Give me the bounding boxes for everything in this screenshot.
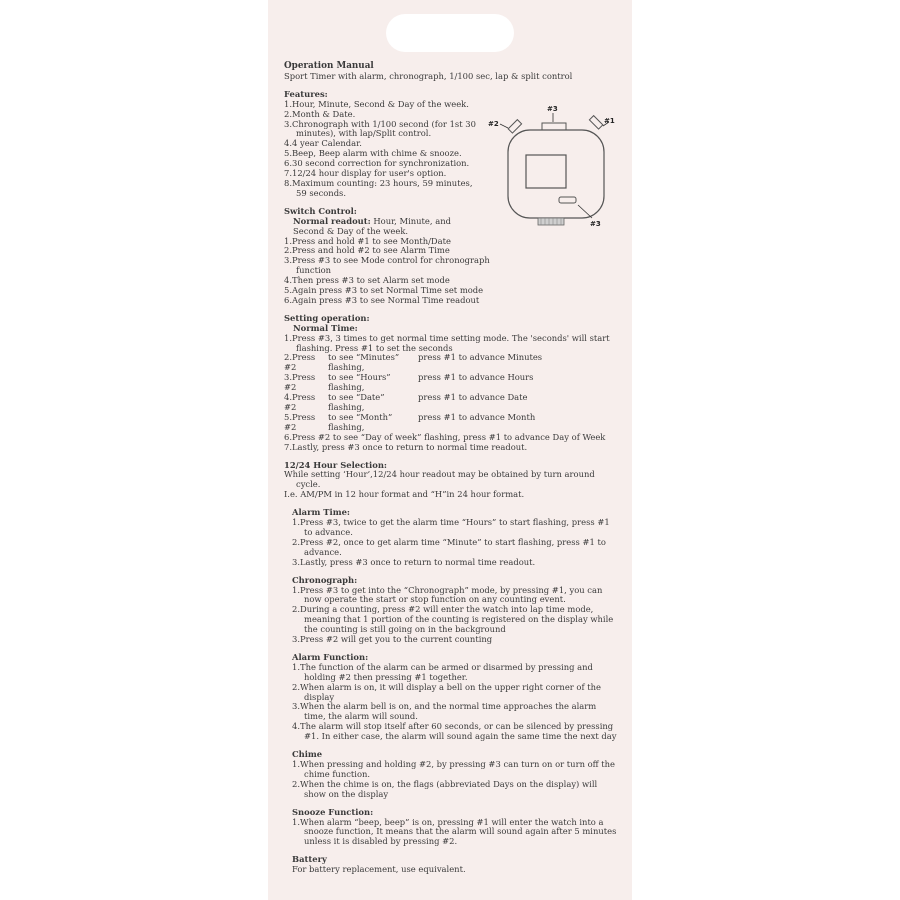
setting-step: 2.Press #2 <box>284 352 316 373</box>
snooze-item: 1.When alarm “beep, beep” is on, pressing #1 will enter the watch into a snooze function, It means that the alarm will sound again after 5 minutes unless it is disabled by pressing #2. <box>292 816 617 847</box>
normal-readout-text: Hour, Minute, and Second & Day of the week. <box>293 215 451 236</box>
chime-section <box>284 750 618 800</box>
alarm-function-item: 3.When the alarm bell is on, and the normal time approaches the alarm time, the alarm will sound. <box>292 701 597 722</box>
setting-row <box>284 393 618 413</box>
label-button-3-top: #3 <box>547 105 558 113</box>
chronograph-section <box>284 576 618 645</box>
battery-heading: Battery <box>292 854 327 865</box>
normal-readout <box>284 217 463 237</box>
hang-hole <box>386 14 514 52</box>
setting-item: 1.Press #3, 3 times to get normal time setting mode. The 'seconds' will start flashing. Press #1 to set the seconds <box>284 332 610 353</box>
chronograph-heading: Chronograph: <box>292 574 358 585</box>
alarm-function-item: 1.The function of the alarm can be armed or disarmed by pressing and holding #2 then pressing #1 together. <box>292 661 593 682</box>
normal-readout-label: Normal readout: <box>293 215 371 226</box>
switch-item: 5.Again press #3 to set Normal Time set mode <box>284 285 484 296</box>
switch-item: 1.Press and hold #1 to see Month/Date <box>284 235 451 246</box>
snooze-section <box>284 808 618 848</box>
setting-flash: to see “Date” flashing, <box>328 392 385 412</box>
alarm-time-item: 3.Lastly, press #3 once to return to normal time readout. <box>292 556 536 567</box>
alarm-function-heading: Alarm Function: <box>292 651 369 662</box>
setting-row <box>284 413 618 433</box>
feature-item: 2.Month & Date. <box>284 108 356 119</box>
manual-subtitle: Sport Timer with alarm, chronograph, 1/100 sec, lap & split control <box>284 70 573 81</box>
chime-heading: Chime <box>292 749 323 760</box>
manual-text <box>284 62 618 883</box>
hour-selection-text: While setting ‘Hour’,12/24 hour readout may be obtained by turn around cycle. <box>284 469 595 490</box>
snooze-heading: Snooze Function: <box>292 806 374 817</box>
chime-item: 1.When pressing and holding #2, by pressing #3 can turn on or turn off the chime function. <box>292 759 615 779</box>
hour-selection-note: I.e. AM/PM in 12 hour format and “H”in 24 hour format. <box>284 489 525 500</box>
setting-step: 4.Press #2 <box>284 392 316 412</box>
feature-item: 6.30 second correction for synchronization. <box>284 158 470 169</box>
setting-item: 7.Lastly, press #3 once to return to normal time readout. <box>284 441 528 452</box>
setting-flash: to see “Hours” flashing, <box>328 372 391 393</box>
label-button-2: #2 <box>488 120 499 128</box>
chronograph-item: 3.Press #2 will get you to the current counting <box>292 634 493 645</box>
setting-item: 6.Press #2 to see “Day of week” flashing, press #1 to advance Day of Week <box>284 431 606 442</box>
feature-item: 8.Maximum counting: 23 hours, 59 minutes, 59 seconds. <box>284 177 473 198</box>
alarm-time-heading: Alarm Time: <box>292 507 350 518</box>
alarm-time-section <box>284 508 618 567</box>
hour-selection-section <box>284 461 618 501</box>
setting-operation-heading: Setting operation: <box>284 312 370 323</box>
features-section <box>284 90 618 199</box>
instruction-card <box>268 0 632 900</box>
label-button-3-bottom: #3 <box>590 220 601 228</box>
label-button-1: #1 <box>604 117 615 125</box>
switch-item: 3.Press #3 to see Mode control for chronograph function <box>284 255 490 276</box>
setting-flash: to see “Minutes” flashing, <box>328 352 400 373</box>
alarm-function-item: 4.The alarm will stop itself after 60 seconds, or can be silenced by pressing #1. In either case, the alarm will sound again the same time the next day <box>292 721 617 742</box>
setting-advance: press #1 to advance Hours <box>418 372 534 383</box>
alarm-time-item: 2.Press #2, once to get alarm time “Minute” to start flashing, press #1 to advance. <box>292 536 606 557</box>
alarm-function-section <box>284 653 618 742</box>
setting-operation-section <box>284 314 618 453</box>
feature-item: 4.4 year Calendar. <box>284 138 362 149</box>
feature-item: 5.Beep, Beep alarm with chime & snooze. <box>284 148 462 159</box>
alarm-function-item: 2.When alarm is on, it will display a bell on the upper right corner of the display <box>292 681 601 702</box>
setting-step: 3.Press #2 <box>284 372 316 393</box>
switch-control-section <box>284 207 618 306</box>
normal-time-heading: Normal Time: <box>293 322 358 333</box>
alarm-time-item: 1.Press #3, twice to get the alarm time “Hours” to start flashing, press #1 to advance. <box>292 517 610 537</box>
setting-flash: to see “Month” flashing, <box>328 411 393 432</box>
setting-advance: press #1 to advance Date <box>418 392 528 403</box>
feature-item: 1.Hour, Minute, Second & Day of the week. <box>284 98 469 109</box>
chronograph-item: 1.Press #3 to get into the “Chronograph” mode, by pressing #1, you can now operate the start or stop function on any counting event. <box>292 584 603 605</box>
setting-advance: press #1 to advance Minutes <box>418 352 543 363</box>
setting-row <box>284 373 618 393</box>
manual-title: Operation Manual <box>284 61 374 71</box>
setting-step: 5.Press #2 <box>284 411 316 432</box>
feature-item: 3.Chronograph with 1/100 second (for 1st 30 minutes), with lap/Split control. <box>284 118 476 139</box>
switch-control-heading: Switch Control: <box>284 205 357 216</box>
switch-item: 6.Again press #3 to see Normal Time readout <box>284 294 480 305</box>
feature-item: 7.12/24 hour display for user's option. <box>284 168 447 179</box>
hour-selection-heading: 12/24 Hour Selection: <box>284 459 388 470</box>
setting-row <box>284 353 618 373</box>
switch-item: 2.Press and hold #2 to see Alarm Time <box>284 245 450 256</box>
features-heading: Features: <box>284 88 328 99</box>
chronograph-item: 2.During a counting, press #2 will enter the watch into lap time mode, meaning that 1 portion of the counting is registered on the display while the counting is still going on in the background <box>292 604 614 635</box>
battery-section <box>284 855 618 875</box>
battery-text: For battery replacement, use equivalent. <box>292 864 466 875</box>
chime-item: 2.When the chime is on, the flags (abbreviated Days on the display) will show on the display <box>292 778 598 799</box>
setting-advance: press #1 to advance Month <box>418 411 536 422</box>
switch-item: 4.Then press #3 to set Alarm set mode <box>284 275 450 286</box>
